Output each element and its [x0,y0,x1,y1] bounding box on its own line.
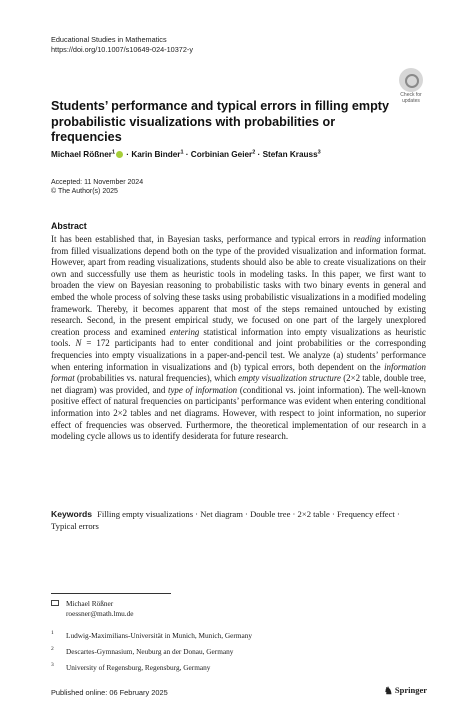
author-separator: · [183,150,191,159]
abstract-emphasis: information format [51,361,426,384]
abstract-emphasis: entering [169,326,200,337]
abstract-text [51,234,426,443]
abstract-segment: It has been established that, in Bayesian tasks, performance and typical errors in [51,234,354,244]
abstract-segment: = 172 participants had to enter conditional and joint probabilities or the corresponding frequencies into empty visualizations in a paper-and-pencil test. We analyze (a) students’ performance when entering information in visualizations and (b) typical errors, both dependent on the [51,338,426,372]
orcid-icon[interactable] [116,151,123,158]
abstract-emphasis: type of information [168,384,238,395]
abstract-segment: (2×2 table, double tree, net diagram) was provided, and [51,373,426,395]
keywords-label: Keywords [51,509,93,519]
keywords [51,508,426,532]
abstract-heading: Abstract [51,221,87,231]
springer-logo [384,685,427,697]
doi-link[interactable]: https://doi.org/10.1007/s10649-024-10372-y [51,45,193,54]
abstract-segment: statistical information into empty visualizations as heuristic tools. [51,326,426,349]
author-list [51,150,321,159]
springer-horse-icon: ♞ [383,686,393,697]
copyright: © The Author(s) 2025 [51,188,118,196]
article-meta [51,178,143,197]
affiliation-3: 3 University of Regensburg, Regensburg, Germany [51,662,211,672]
keywords-list: Filling empty visualizations · Net diagram · Double tree · 2×2 table · Frequency effect · Typical errors [51,509,400,531]
author-separator: · [255,150,263,159]
envelope-icon [51,600,59,606]
affiliation-1: 1 Ludwig-Maximilians-Universität in Munich, Munich, Germany [51,630,253,640]
paper-title: Students’ performance and typical errors in filling empty probabilistic visualizations with probabilities or frequencies [51,99,390,144]
author-separator: · [124,150,132,159]
journal-header [51,35,193,55]
correspondence [51,599,134,619]
abstract-segment: (probabilities vs. natural frequencies), which [74,373,239,384]
published-online: Published online: 06 February 2025 [51,688,168,697]
author-affiliation-mark: 3 [317,149,321,156]
check-updates-icon [399,68,423,92]
abstract-emphasis: N [75,338,82,349]
author-affiliation-mark: 1 [180,149,184,156]
author-affiliation-mark: 1 [111,149,116,156]
corresponding-author: Michael Rößner [66,599,114,608]
author-name: Karin Binder [131,150,181,159]
author-name: Stefan Krauss [262,150,318,159]
affiliation-2: 2 Descartes-Gymnasium, Neuburg an der Donau, Germany [51,646,234,656]
author-name: Michael Rößner [51,150,112,159]
footnote-divider [51,593,171,594]
corresponding-email[interactable]: roessner@math.lmu.de [66,609,134,618]
badge-line2: updates [402,97,420,104]
publisher-name: Springer [394,685,427,695]
abstract-segment: information from filled visualizations depend both on the type of the provided visualization and information format. However, apart from reading visualizations, students should also be able to create visualizations on their own and successfully use them as heuristic tools in modeling tasks. In this paper, we first want to broaden the view on Bayesian reasoning to probabilistic tasks with two binary events in general and embed the whole process of solving these tasks using probabilistic visualizations in a modified modeling framework. Thereby, it becomes apparent that most of the steps remained untouched by existing research. Second, in the present empirical study, we focused on one part of the largely unexplored creation process and examined [51,234,426,337]
badge-line1: Check for [400,92,422,98]
check-for-updates-badge[interactable] [394,68,428,104]
author-name: Corbinian Geier [190,150,253,159]
author-affiliation-mark: 2 [252,149,256,156]
abstract-emphasis: reading [353,234,381,244]
abstract-emphasis: empty visualization structure [238,373,341,384]
abstract-segment: (conditional vs. joint information). The well-known positive effect of natural frequencies on participants’ performance was evident when entering conditional information into 2×2 tables and net diagrams. However, with respect to joint information, no superior effect of frequencies was observed. Furthermore, the theoretical implementation of our research in a modeling cycle allows us to identify desiderata for future research. [51,384,426,442]
accepted-date: Accepted: 11 November 2024 [51,179,144,186]
journal-name: Educational Studies in Mathematics [51,35,167,44]
